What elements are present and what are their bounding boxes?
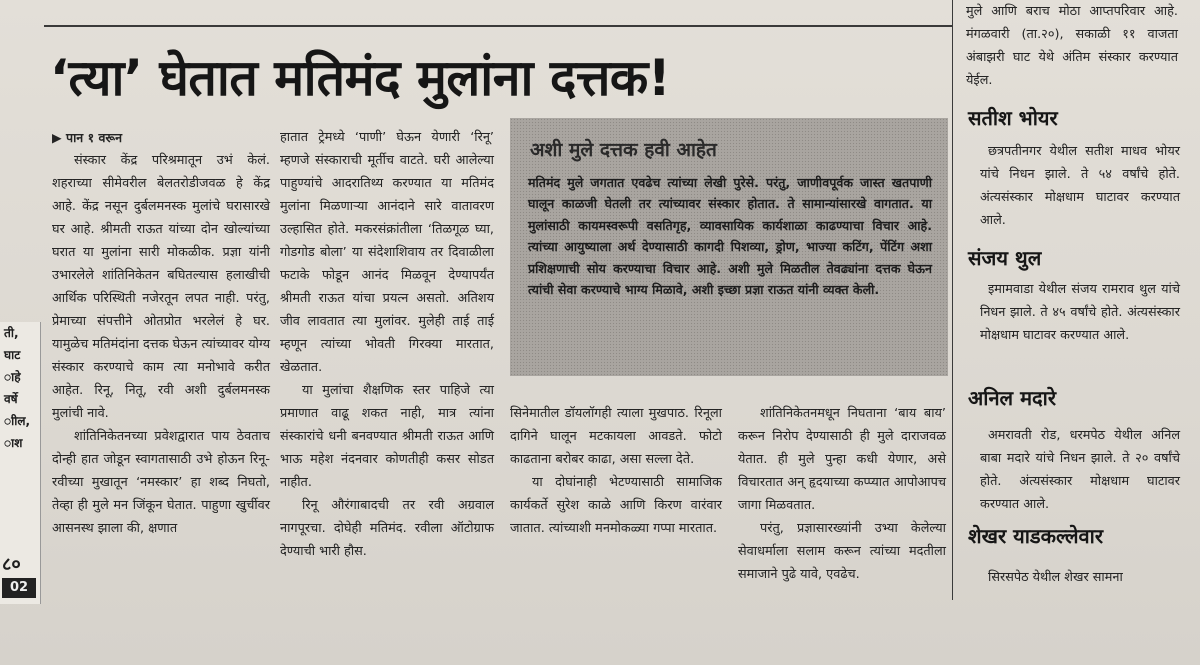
paragraph: संस्कार केंद्र परिश्रमातून उभं केलं. शहराच्या सीमेवरील बेलतरोडीजवळ हे केंद्र आहे. केंद्र नसून दुर्बलमनस्क मुलांचे घरासारखे घर आहे. श्रीमती राऊत यांच्या दोन खोल्यांच्या घरात या मुलांना सारी मोकळीक. प्रज्ञा यांनी उभारलेले शांतिनिकेतन बघितल्यास हलाखीची आर्थिक परिस्थिती नजेरतून लपत नाही. परंतु, प्रेमाच्या संपत्तीने ओतप्रोत भरलेलं हे घर. यामुळेच मतिमंदांना दत्तक घेऊन त्यांच्यावर योग्य संस्कार करण्याचे काम त्या मनोभावे करीत आहेत. रिनू, नितू, रवी अशी दुर्बलमनस्क मुलांची नावे. [52, 153, 270, 421]
obituary-name: संजय थुल [968, 246, 1042, 270]
strip-line: ाश [4, 436, 23, 450]
box-title: अशी मुले दत्तक हवी आहेत [530, 139, 717, 161]
strip-line: घाट [4, 348, 21, 362]
strip-line: ती, [4, 326, 19, 340]
paragraph: सिनेमातील डॉयलॉगही त्याला मुखपाठ. रिनूला दागिने घालून मटकायला आवडते. फोटो काढताना बरोबर काढा, असा सल्ला देते. [510, 406, 722, 467]
column-divider [952, 0, 953, 600]
obituary-text: छत्रपतीनगर येथील सतीश माधव भोयर यांचे निधन झाले. ते ५४ वर्षांचे होते. अंत्यसंस्कार मोक्षधाम घाटावर करण्यात आले. [980, 144, 1180, 228]
article-column-2 [280, 126, 494, 563]
obituary-text: अमरावती रोड, धरमपेठ येथील अनिल बाबा मदारे यांचे निधन झाले. ते २० वर्षांचे होते. अंत्यसंस्कार मोक्षधाम घाटावर करण्यात आले. [980, 428, 1180, 512]
article-column-4 [738, 402, 946, 586]
obituary-text: इमामवाडा येथील संजय रामराव थुल यांचे निधन झाले. ते ४५ वर्षांचे होते. अंत्यसंस्कार मोक्षधाम घाटावर करण्यात आले. [980, 282, 1180, 343]
strip-line: ाील, [4, 414, 31, 428]
continued-from-label: ▶ पान १ वरून [52, 130, 123, 145]
strip-line: वर्षे [4, 392, 18, 406]
paragraph: शांतिनिकेतनमधून निघताना ‘बाय बाय’ करून निरोप देण्यासाठी ही मुले दाराजवळ येतात. ही मुले पुन्हा कधी येणार, असे विचारतात अन् हृदयाच्या कप्प्यात आपोआपच जागा मिळवतात. [738, 406, 946, 513]
headline: ‘त्या’ घेतात मतिमंद मुलांना दत्तक! [50, 49, 671, 107]
adjacent-column-strip [0, 322, 41, 604]
paragraph: हातात ट्रेमध्ये ‘पाणी’ घेऊन येणारी ‘रिनू’ म्हणजे संस्काराची मूर्तीच वाटते. घरी आलेल्या पाहुण्यांचे आदरातिथ्य करण्यात या मतिमंद मुलांना मिळणाऱ्या आनंदाने सारे वातावरण उल्हासित होते. मकरसंक्रांतीला ‘तिळगूळ घ्या, गोडगोड बोला’ या संदेशाशिवाय तर दिवाळीला फटाके फोडून आनंद मिळवून देण्यापर्यंत श्रीमती राऊत यांचा प्रयत्न असतो. अतिशय जीव लावतात त्या मुलांवर. मुलेही ताई ताई म्हणून त्यांच्या भोवती गिरक्या मारतात, खेळतात. [280, 130, 494, 375]
obituary-text: सिरसपेठ येथील शेखर सामना [988, 570, 1123, 585]
paragraph: शांतिनिकेतनच्या प्रवेशद्वारात पाय ठेवताच दोन्ही हात जोडून स्वागतासाठी उभे होऊन रिनू-रवीच्या मुखातून ‘नमस्कार’ हा शब्द निघतो, तेव्हा ही मुले मन जिंकून घेतात. पाहुणा खुर्चीवर आसनस्थ झाला की, क्षणात [52, 429, 270, 536]
box-body: मतिमंद मुले जगतात एवढेच त्यांच्या लेखी पुरेसे. परंतु, जाणीवपूर्वक जास्त खतपाणी घालून काळजी घेतली तर त्यांच्यावर संस्कार होतात. ते सामान्यांसारखे वागतात. या मुलांसाठी कायमस्वरूपी वसतिगृह, व्यावसायिक कार्यशाळा काढण्याचा विचार आहे. त्यांच्या आयुष्याला अर्थ देण्यासाठी कागदी पिशव्या, ड्रोण, भाज्या कटिंग, पेंटिंग अशा प्रशिक्षणाची सोय करण्याचा विचार आहे. अशी मुले मिळतील तेवढ्यांना दत्तक घेऊन त्यांची सेवा करण्याचे भाग्य मिळावे, अशी इच्छा प्रज्ञा राऊत यांनी व्यक्त केली. [528, 175, 932, 298]
obituary-continued-text: मुले आणि बराच मोठा आप्तपरिवार आहे. मंगळवारी (ता.२०), सकाळी ११ वाजता अंबाझरी घाट येथे अंतिम संस्कार करण्यात येईल. [966, 4, 1178, 88]
article-column-3 [510, 402, 722, 540]
top-rule [44, 25, 952, 27]
paragraph: रिनू औरंगाबादची तर रवी अग्रवाल नागपूरचा. दोघेही मतिमंद. रवीला ऑटोग्राफ देण्याची भारी हौस. [280, 498, 494, 559]
page-code: 02 [2, 578, 36, 598]
obituary-name: अनिल मदारे [968, 386, 1057, 410]
article-column-1 [52, 126, 270, 540]
strip-line: ाहे [4, 370, 21, 384]
highlight-box [510, 118, 948, 376]
paragraph: परंतु, प्रज्ञासारख्यांनी उभ्या केलेल्या सेवाधर्माला सलाम करून त्यांच्या मदतीला समाजाने पुढे यावे, एवढेच. [738, 521, 946, 582]
paragraph: या दोघांनाही भेटण्यासाठी सामाजिक कार्यकर्ते सुरेश काळे आणि किरण वारंवार जातात. त्यांच्याशी मनमोकळ्या गप्पा मारतात. [510, 475, 722, 536]
paragraph: या मुलांचा शैक्षणिक स्तर पाहिजे त्या प्रमाणात वाढू शकत नाही, मात्र त्यांना संस्कारांचे धनी बनवण्यात श्रीमती राऊत आणि भाऊ महेश नंदनवार कोणतीही कसर सोडत नाहीत. [280, 383, 494, 490]
page-number: ८० [2, 554, 21, 575]
obituary-name: शेखर याडकल्लेवार [968, 524, 1104, 548]
obituary-name: सतीश भोयर [968, 106, 1058, 130]
